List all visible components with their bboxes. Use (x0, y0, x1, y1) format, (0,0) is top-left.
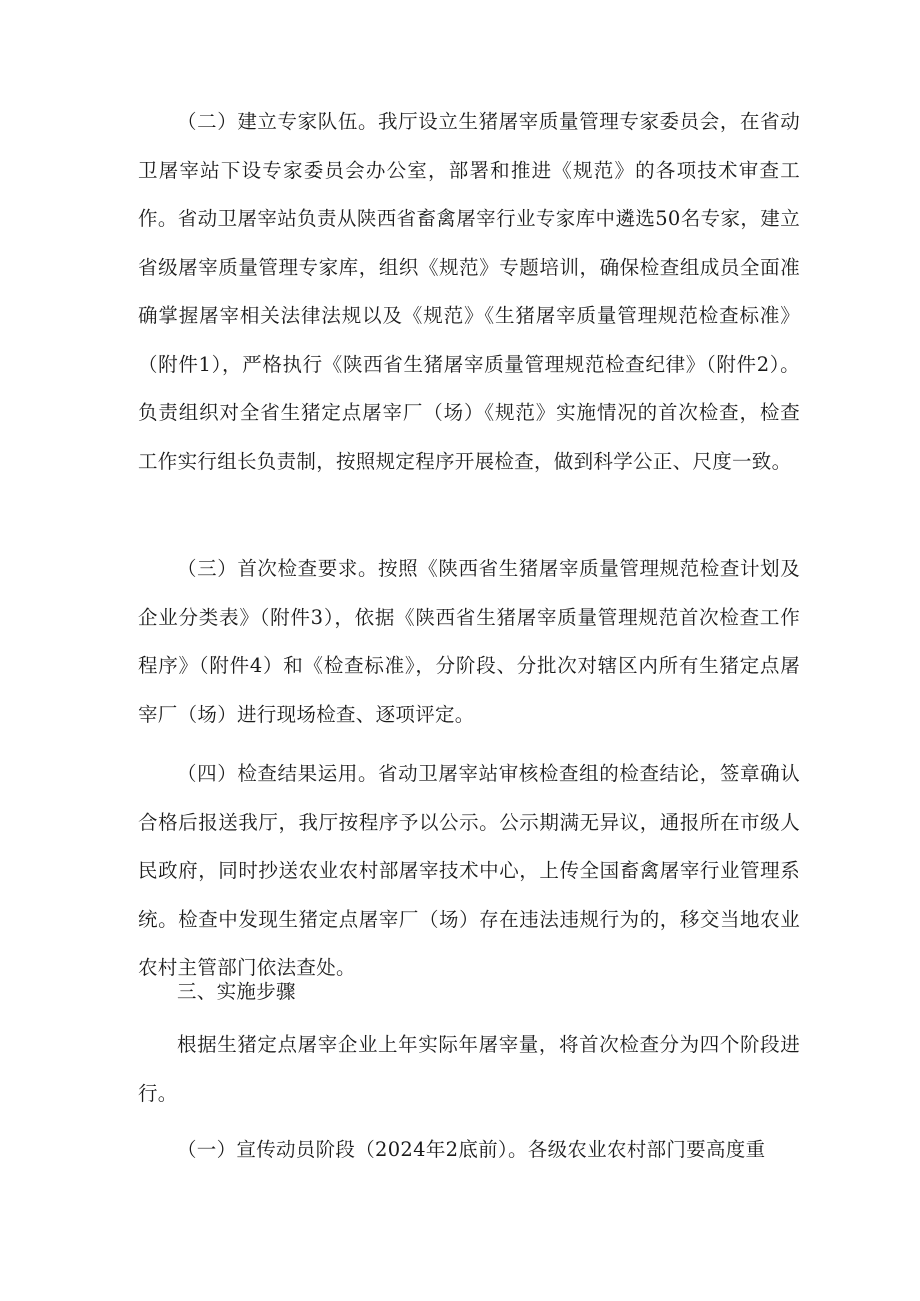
paragraph-first-inspection-requirements: （三）首次检查要求。按照《陕西省生猪屠宰质量管理规范检查计划及企业分类表》（附件3），依据《陕西省生猪屠宰质量管理规范首次检查工作程序》（附件4）和《检查标准》，分阶段、分批次对辖区内所有生猪定点屠宰厂（场）进行现场检查、逐项评定。 (138, 557, 800, 726)
paragraph-expert-team: （二）建立专家队伍。我厅设立生猪屠宰质量管理专家委员会，在省动卫屠宰站下设专家委员会办公室，部署和推进《规范》的各项技术审查工作。省动卫屠宰站负责从陕西省畜禽屠宰行业专家库中遴选50名专家，建立省级屠宰质量管理专家库，组织《规范》专题培训，确保检查组成员全面准确掌握屠宰相关法律法规以及《规范》《生猪屠宰质量管理规范检查标准》（附件1），严格执行《陕西省生猪屠宰质量管理规范检查纪律》（附件2）。负责组织对全省生猪定点屠宰厂（场）《规范》实施情况的首次检查，检查工作实行组长负责制，按照规定程序开展检查，做到科学公正、尺度一致。 (138, 110, 800, 473)
paragraph-stages-intro: 根据生猪定点屠宰企业上年实际年屠宰量，将首次检查分为四个阶段进行。 (138, 1033, 800, 1105)
section-heading-implementation-steps: 三、实施步骤 (177, 980, 296, 1003)
paragraph-inspection-results-use: （四）检查结果运用。省动卫屠宰站审核检查组的检查结论，签章确认合格后报送我厅，我厅按程序予以公示。公示期满无异议，通报所在市级人民政府，同时抄送农业农村部屠宰技术中心，上传全国畜禽屠宰行业管理系统。检查中发现生猪定点屠宰厂（场）存在违法违规行为的，移交当地农业农村主管部门依法查处。 (138, 762, 800, 979)
paragraph-publicity-stage: （一）宣传动员阶段（2024年2底前）。各级农业农村部门要高度重 (177, 1138, 766, 1161)
